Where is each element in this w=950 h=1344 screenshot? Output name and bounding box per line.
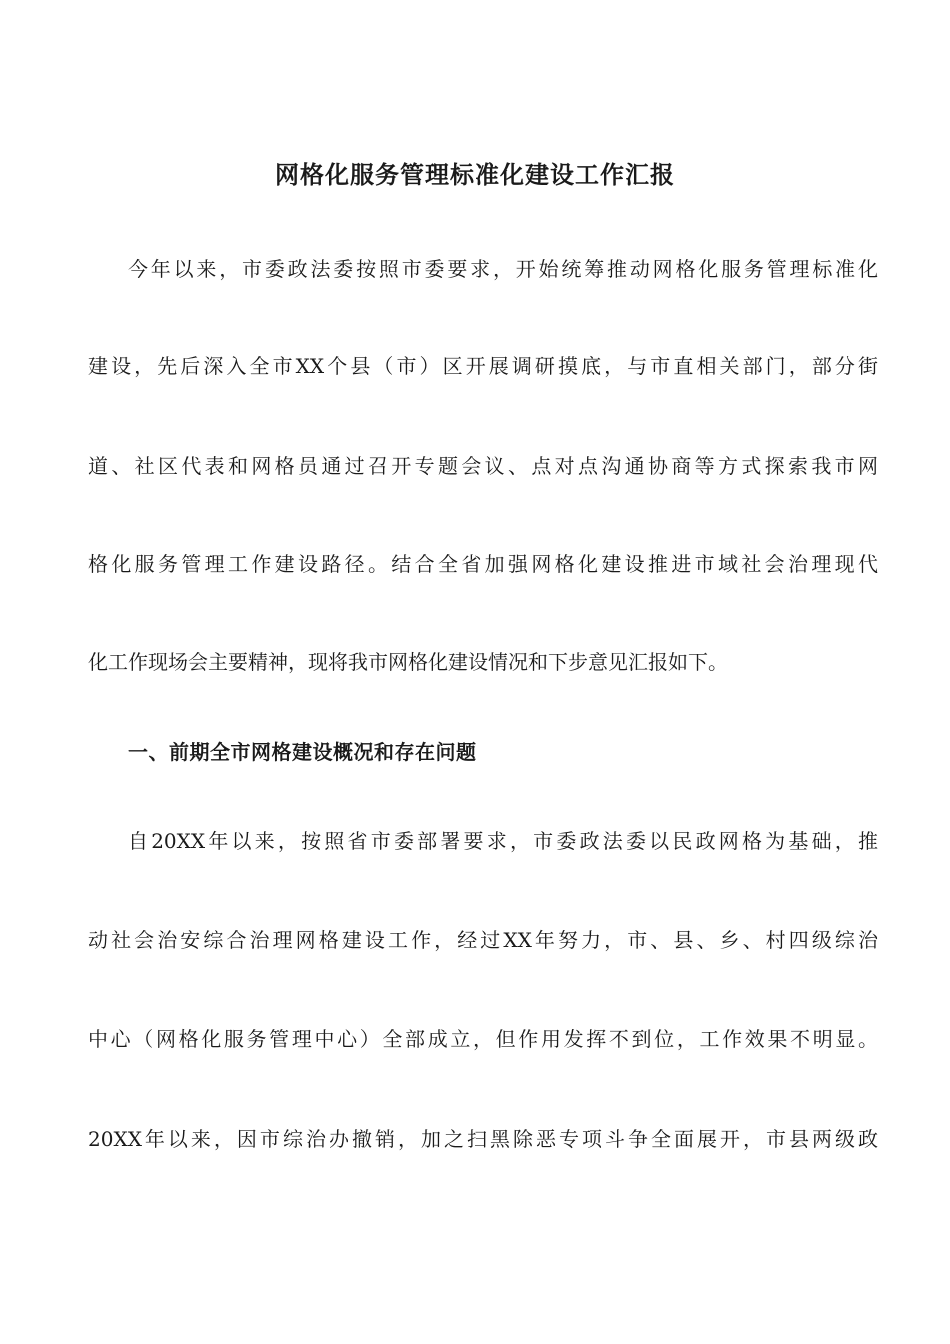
paragraph-line: 中心（网格化服务管理中心）全部成立，但作用发挥不到位，工作效果不明显。 [88,1027,878,1051]
paragraph-line: 动社会治安综合治理网格建设工作，经过XX年努力，市、县、乡、村四级综治 [88,928,878,952]
paragraph-line: 道、社区代表和网格员通过召开专题会议、点对点沟通协商等方式探索我市网 [88,454,878,478]
paragraph-line: 化工作现场会主要精神，现将我市网格化建设情况和下步意见汇报如下。 [88,650,728,674]
paragraph-line: 格化服务管理工作建设路径。结合全省加强网格化建设推进市域社会治理现代 [88,552,878,576]
paragraph-line: 今年以来，市委政法委按照市委要求，开始统筹推动网格化服务管理标准化 [128,257,878,281]
paragraph-line: 20XX年以来，因市综治办撤销，加之扫黑除恶专项斗争全面展开，市县两级政 [88,1127,878,1151]
section-heading: 一、前期全市网格建设概况和存在问题 [128,740,477,764]
paragraph-line: 建设，先后深入全市XX个县（市）区开展调研摸底，与市直相关部门，部分街 [88,354,878,378]
document-title: 网格化服务管理标准化建设工作汇报 [275,160,675,189]
paragraph-line: 自20XX年以来，按照省市委部署要求，市委政法委以民政网格为基础，推 [128,829,878,853]
